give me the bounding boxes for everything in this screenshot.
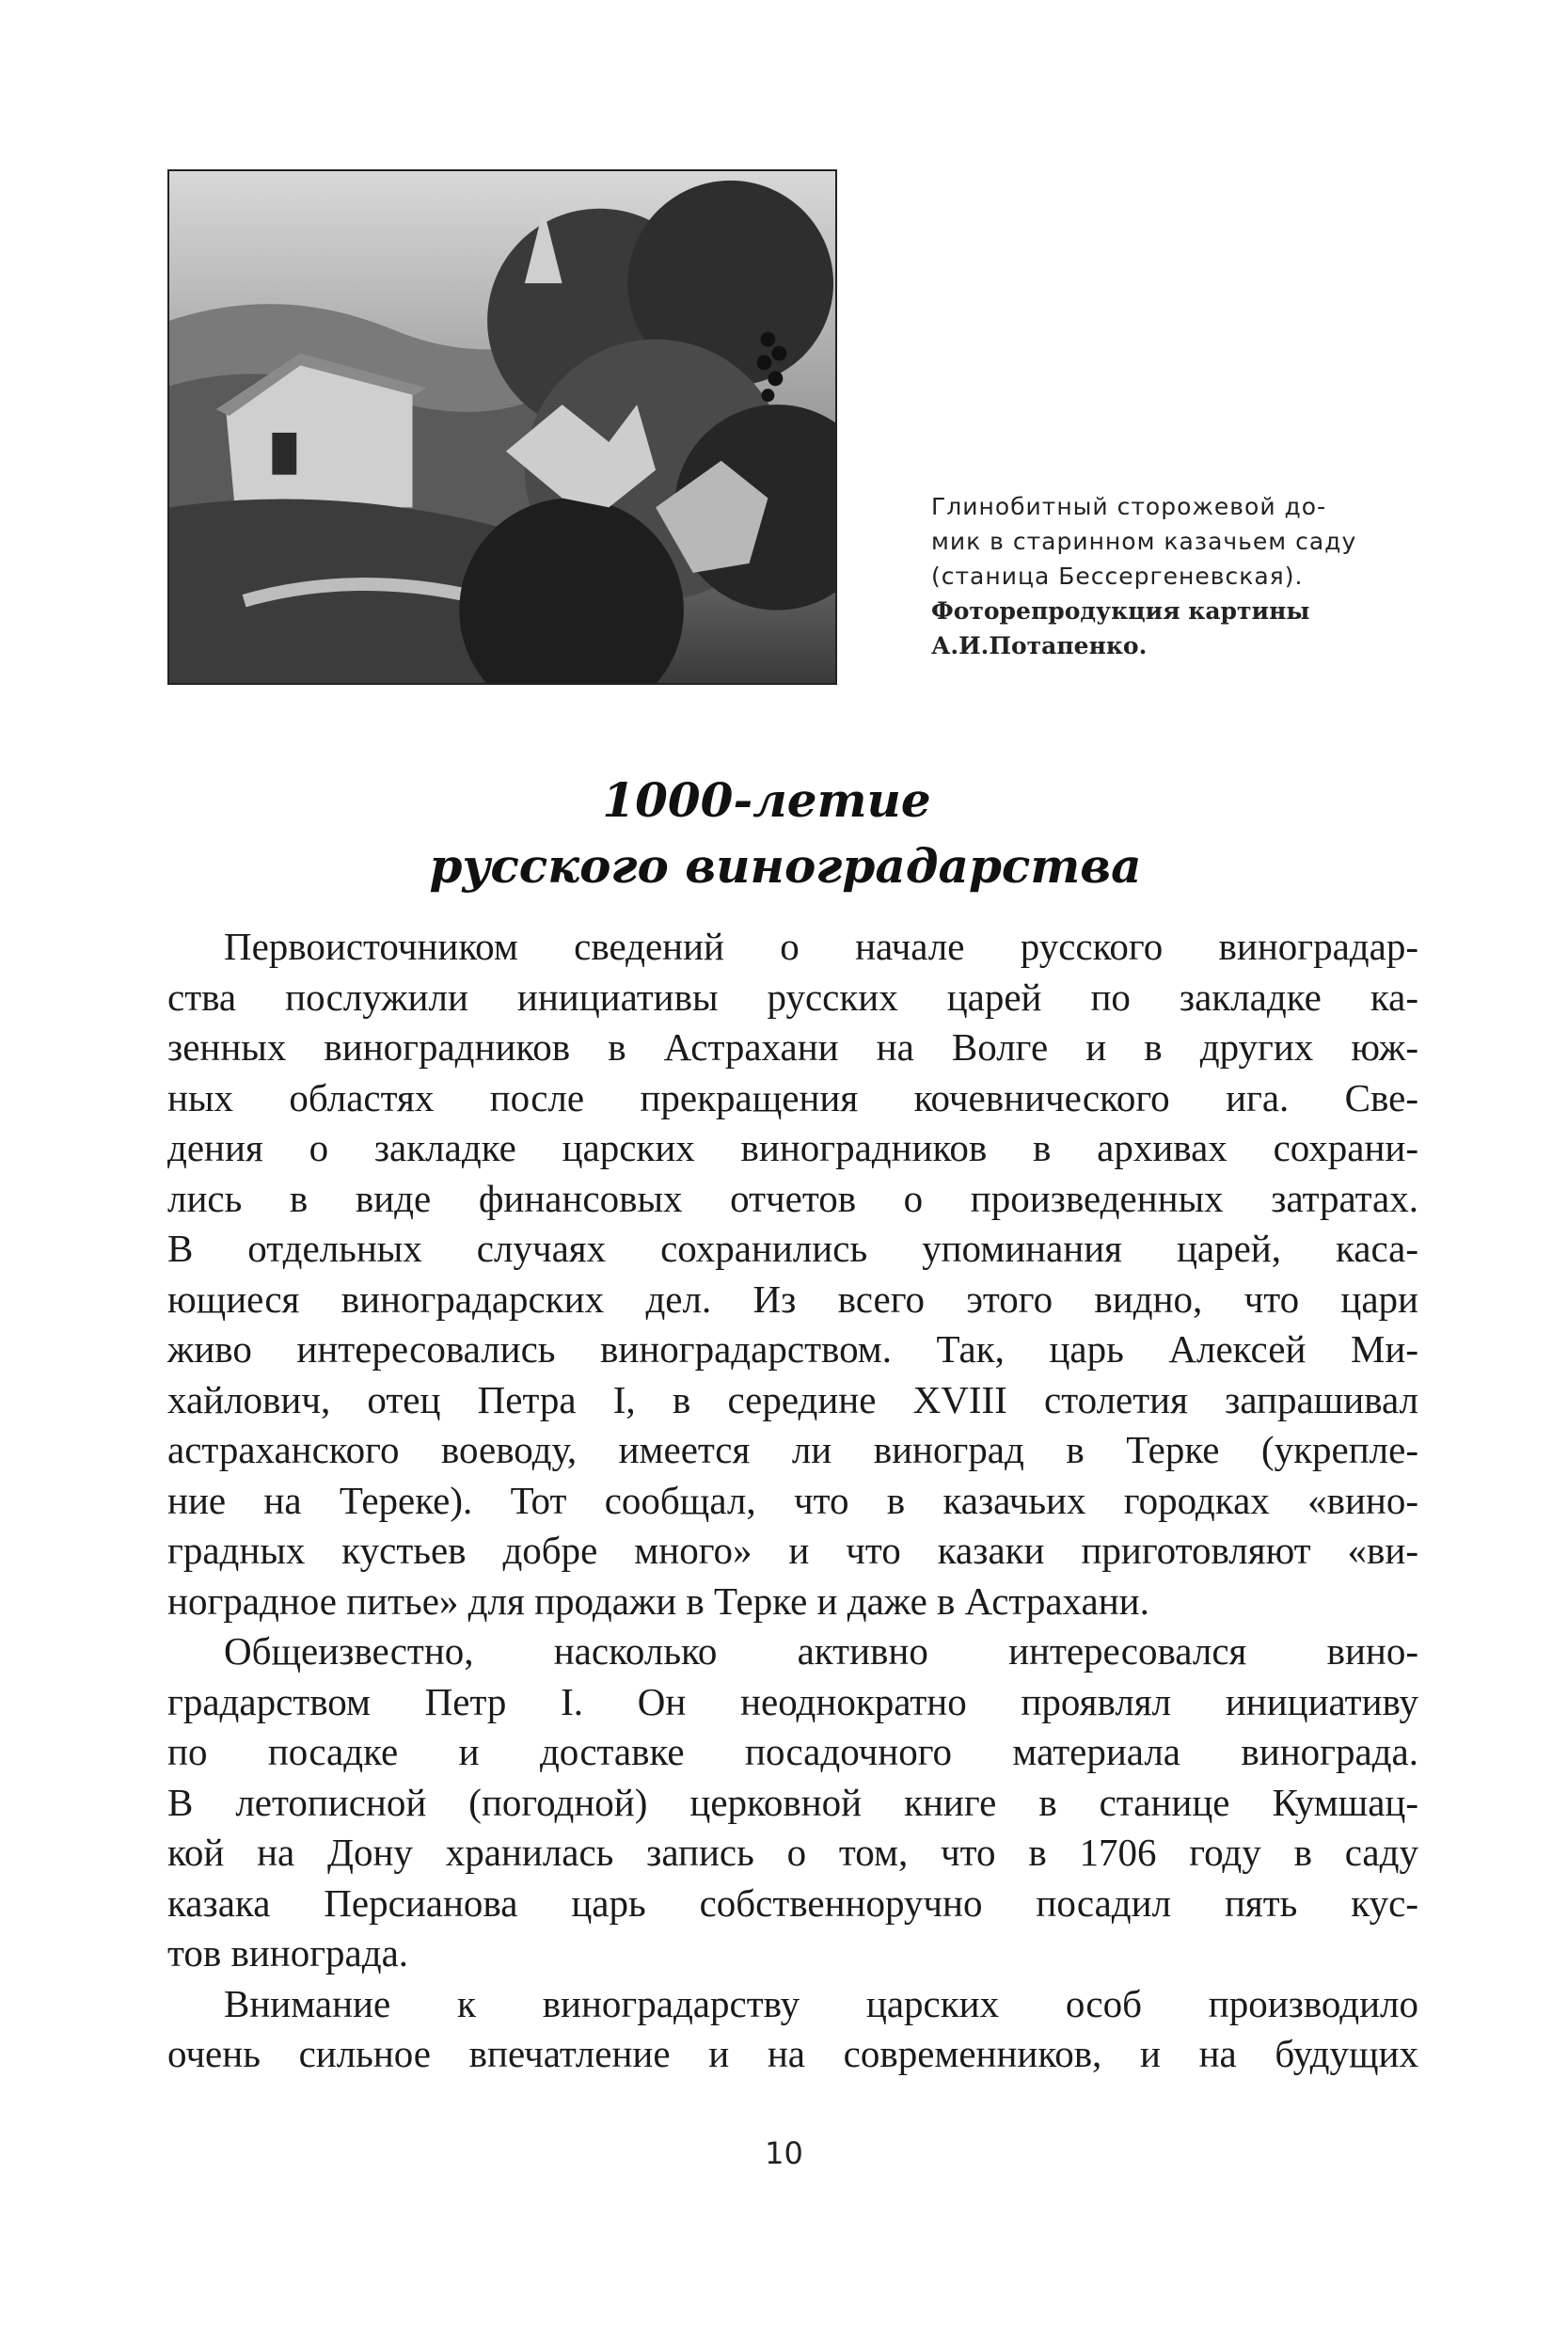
caption-credit-line: А.И.Потапенко. bbox=[931, 632, 1148, 659]
body-line: Первоисточником сведений о начале русского виноградар- bbox=[224, 925, 1418, 968]
section-heading-line-2: русского виноградарства bbox=[429, 838, 1142, 894]
body-text bbox=[167, 922, 1418, 2080]
body-line: по посадке и доставке посадочного материала винограда. bbox=[167, 1730, 1418, 1773]
body-line: лись в виде финансовых отчетов о произведенных затратах. bbox=[167, 1176, 1418, 1220]
body-line: живо интересовались виноградарством. Так, царь Алексей Ми- bbox=[167, 1327, 1418, 1371]
caption-credit-line: Фоторепродукция картины bbox=[931, 597, 1310, 625]
body-line: дения о закладке царских виноградников в архивах сохрани- bbox=[167, 1126, 1418, 1169]
body-line: В летописной (погодной) церковной книге в станице Кумшац- bbox=[167, 1780, 1418, 1824]
figure-caption bbox=[931, 489, 1420, 663]
body-line: ноградное питье» для продажи в Терке и даже в Астрахани. bbox=[167, 1578, 1149, 1623]
painting-image bbox=[169, 171, 835, 683]
body-line: астраханского воеводу, имеется ли виноград в Терке (укрепле- bbox=[167, 1428, 1418, 1471]
page-number: 10 bbox=[765, 2135, 803, 2171]
body-line: градных кустьев добре много» и что казаки приготовляют «ви- bbox=[167, 1529, 1418, 1572]
body-line: очень сильное впечатление и на современников, и на будущих bbox=[167, 2032, 1418, 2075]
body-line: зенных виноградников в Астрахани на Волге и в других юж- bbox=[167, 1025, 1418, 1069]
body-line: хайлович, отец Петра I, в середине XVIII столетия запрашивал bbox=[167, 1377, 1418, 1421]
body-line: ние на Тереке). Тот сообщал, что в казачьих городках «вино- bbox=[167, 1478, 1418, 1522]
body-line: Внимание к виноградарству царских особ производило bbox=[224, 1981, 1418, 2025]
body-line: ющиеся виноградарских дел. Из всего этого видно, что цари bbox=[167, 1277, 1418, 1321]
painting-reproduction bbox=[167, 169, 837, 685]
body-line: градарством Петр I. Он неоднократно проявлял инициативу bbox=[167, 1679, 1418, 1723]
body-line: тов винограда. bbox=[167, 1931, 409, 1975]
body-line: кой на Дону хранилась запись о том, что в 1706 году в саду bbox=[167, 1831, 1418, 1874]
body-line: Общеизвестно, насколько активно интересовался вино- bbox=[224, 1629, 1418, 1673]
caption-line: мик в старинном казачьем саду bbox=[931, 528, 1357, 555]
body-line: ных областях после прекращения кочевнического ига. Све- bbox=[167, 1075, 1418, 1119]
body-line: ства послужили инициативы русских царей по закладке ка- bbox=[167, 975, 1418, 1019]
caption-line: Глинобитный сторожевой до- bbox=[931, 493, 1327, 520]
body-line: казака Персианова царь собственноручно посадил пять кус- bbox=[167, 1880, 1418, 1925]
body-line: В отдельных случаях сохранились упоминания царей, каса- bbox=[167, 1227, 1418, 1270]
section-heading-line-1: 1000-летие bbox=[602, 772, 931, 828]
caption-line: (станица Бессергеневская). bbox=[931, 563, 1304, 590]
